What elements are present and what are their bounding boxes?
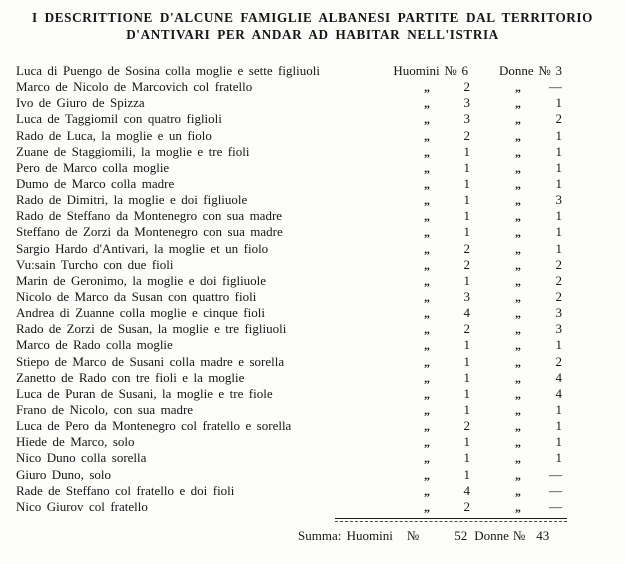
donne-cell	[472, 450, 564, 466]
ditto-mark: „	[515, 435, 521, 450]
ditto-mark: „	[515, 354, 521, 369]
family-description: Zanetto de Rado con tre fioli e la moglie	[16, 369, 245, 385]
huomini-value: 4	[463, 305, 470, 321]
huomini-cell	[386, 257, 472, 273]
ditto-mark: „	[515, 193, 521, 208]
family-description: Luca di Puengo de Sosina colla moglie e sette figliuoli	[16, 63, 320, 78]
donne-cell	[472, 111, 564, 127]
huomini-cell	[386, 499, 472, 515]
family-description: Rado de Zorzi de Susan, la moglie e tre figliuoli	[16, 321, 287, 337]
table-row	[0, 160, 625, 176]
numero-sign: №	[512, 527, 526, 543]
ditto-mark: „	[424, 112, 430, 127]
donne-cell	[472, 192, 564, 208]
ditto-mark: „	[515, 451, 521, 466]
table-row	[0, 241, 625, 257]
huomini-value: 1	[463, 208, 470, 224]
table-row	[0, 273, 625, 289]
ditto-mark: „	[424, 354, 430, 369]
ditto-mark: „	[515, 96, 521, 111]
donne-cell	[472, 95, 564, 111]
family-description: Rade de Steffano col fratello e doi fioli	[16, 482, 235, 498]
ditto-mark: „	[424, 386, 430, 401]
ditto-mark: „	[515, 128, 521, 143]
donne-cell	[472, 79, 564, 95]
table-row	[0, 192, 625, 208]
summary-label: Summa: Huomini	[298, 527, 393, 543]
donne-cell	[472, 321, 564, 337]
donne-value: 1	[555, 143, 562, 159]
table-row	[0, 434, 625, 450]
table-row	[0, 467, 625, 483]
table-row	[0, 128, 625, 144]
family-description: Hiede de Marco, solo	[16, 434, 135, 450]
donne-value: 3	[555, 321, 562, 337]
ditto-mark: „	[515, 112, 521, 127]
donne-cell	[472, 128, 564, 144]
family-description: Andrea di Zuanne colla moglie e cinque fioli	[16, 305, 265, 321]
ditto-mark: „	[424, 160, 430, 175]
donne-cell	[472, 241, 564, 257]
donne-cell	[472, 402, 564, 418]
donne-value: —	[549, 498, 562, 514]
table-row	[0, 386, 625, 402]
ditto-mark: „	[515, 80, 521, 95]
family-description: Rado de Dimitri, la moglie e doi figliuole	[16, 192, 248, 208]
table-row	[0, 354, 625, 370]
table-row	[0, 224, 625, 240]
ditto-mark: „	[424, 322, 430, 337]
ditto-mark: „	[515, 419, 521, 434]
ditto-mark: „	[515, 467, 521, 482]
ditto-mark: „	[424, 128, 430, 143]
donne-cell	[472, 144, 564, 160]
huomini-cell	[386, 128, 472, 144]
huomini-value: 2	[463, 418, 470, 434]
donne-cell	[472, 305, 564, 321]
donne-value: 1	[555, 337, 562, 353]
table-row	[0, 257, 625, 273]
donne-value: 1	[555, 401, 562, 417]
family-description: Marco de Nicolo de Marcovich col fratello	[16, 79, 253, 95]
donne-value: 1	[555, 208, 562, 224]
donne-cell	[472, 337, 564, 353]
huomini-value: 1	[463, 401, 470, 417]
donne-cell	[472, 434, 564, 450]
donne-value: 1	[555, 418, 562, 434]
family-description: Marin de Geronimo, la moglie e doi figliuole	[16, 272, 267, 288]
ditto-mark: „	[424, 80, 430, 95]
family-description: Sargio Hardo d'Antivari, la moglie et un fiolo	[16, 240, 269, 256]
ditto-mark: „	[424, 306, 430, 321]
ditto-mark: „	[424, 193, 430, 208]
huomini-cell	[386, 386, 472, 402]
ditto-mark: „	[424, 402, 430, 417]
table-row	[0, 370, 625, 386]
huomini-value: 3	[463, 288, 470, 304]
huomini-value: 3	[463, 95, 470, 111]
donne-value: 3	[555, 305, 562, 321]
document-title	[0, 9, 625, 43]
ditto-mark: „	[515, 144, 521, 159]
table-row	[0, 63, 625, 79]
summary-rule	[335, 518, 567, 522]
numero-sign: №	[406, 527, 420, 543]
huomini-cell	[386, 354, 472, 370]
huomini-cell	[386, 467, 472, 483]
ditto-mark: „	[424, 419, 430, 434]
table-row	[0, 450, 625, 466]
donne-cell	[472, 224, 564, 240]
donne-value: 1	[555, 95, 562, 111]
ditto-mark: „	[515, 289, 521, 304]
donne-value: 1	[555, 159, 562, 175]
huomini-cell	[386, 450, 472, 466]
ditto-mark: „	[515, 209, 521, 224]
donne-cell	[472, 483, 564, 499]
ditto-mark: „	[515, 483, 521, 498]
huomini-cell	[386, 176, 472, 192]
ditto-mark: „	[424, 499, 430, 514]
family-description: Dumo de Marco colla madre	[16, 175, 175, 191]
family-description: Vu:sain Turcho con due fioli	[16, 256, 174, 272]
family-description: Giuro Duno, solo	[16, 466, 112, 482]
huomini-value: 2	[463, 79, 470, 95]
donne-cell	[472, 257, 564, 273]
donne-value: —	[549, 482, 562, 498]
huomini-cell	[386, 321, 472, 337]
ditto-mark: „	[424, 467, 430, 482]
family-description: Stiepo de Marco de Susani colla madre e sorella	[16, 353, 285, 369]
donne-cell	[472, 386, 564, 402]
huomini-cell	[386, 160, 472, 176]
huomini-value: 1	[463, 369, 470, 385]
family-description: Nicolo de Marco da Susan con quattro fioli	[16, 288, 257, 304]
donne-cell	[472, 418, 564, 434]
huomini-value: 1	[463, 385, 470, 401]
ditto-mark: „	[424, 338, 430, 353]
family-description: Luca de Pero da Montenegro col fratello e sorella	[16, 418, 292, 434]
family-description: Marco de Rado colla moglie	[16, 337, 173, 353]
huomini-value: 2	[463, 256, 470, 272]
donne-cell	[472, 208, 564, 224]
huomini-value: 3	[463, 111, 470, 127]
ditto-mark: „	[424, 370, 430, 385]
table-row	[0, 305, 625, 321]
huomini-value: 1	[463, 175, 470, 191]
huomini-cell	[386, 289, 472, 305]
family-description: Luca de Puran de Susani, la moglie e tre fiole	[16, 385, 273, 401]
donne-value: 3	[555, 192, 562, 208]
huomini-cell	[386, 273, 472, 289]
family-description: Nico Duno colla sorella	[16, 450, 147, 466]
ditto-mark: „	[424, 176, 430, 191]
donne-cell	[472, 467, 564, 483]
family-description: Nico Giurov col fratello	[16, 498, 148, 514]
family-description: Steffano de Zorzi da Montenegro con sua madre	[16, 224, 283, 240]
ditto-mark: „	[515, 386, 521, 401]
summary-donne-total: 43	[536, 527, 550, 543]
ditto-mark: „	[515, 241, 521, 256]
donne-value: 2	[555, 353, 562, 369]
ditto-mark: „	[515, 273, 521, 288]
table-row	[0, 176, 625, 192]
donne-value: —	[549, 466, 562, 482]
ditto-mark: „	[424, 289, 430, 304]
huomini-value: 2	[463, 127, 470, 143]
donne-cell	[472, 370, 564, 386]
ditto-mark: „	[424, 144, 430, 159]
table-row	[0, 111, 625, 127]
title-line-2: D'ANTIVARI PER ANDAR AD HABITAR NELL'ISTRIA	[126, 27, 499, 42]
huomini-value: 2	[463, 240, 470, 256]
huomini-cell	[386, 370, 472, 386]
donne-value: 2	[555, 288, 562, 304]
huomini-value: 4	[463, 482, 470, 498]
huomini-cell	[386, 241, 472, 257]
summary-donne-label: Donne	[474, 527, 509, 543]
family-description: Pero de Marco colla moglie	[16, 159, 170, 175]
donne-value: 2	[555, 272, 562, 288]
donne-cell	[472, 176, 564, 192]
ditto-mark: „	[424, 483, 430, 498]
huomini-value: 1	[463, 192, 470, 208]
huomini-value: 1	[463, 466, 470, 482]
huomini-cell	[386, 337, 472, 353]
huomini-cell	[386, 434, 472, 450]
ditto-mark: „	[424, 273, 430, 288]
donne-cell	[472, 160, 564, 176]
ditto-mark: „	[515, 306, 521, 321]
huomini-cell	[386, 305, 472, 321]
huomini-cell	[386, 208, 472, 224]
huomini-cell	[386, 418, 472, 434]
table-row	[0, 79, 625, 95]
ditto-mark: „	[515, 370, 521, 385]
donne-value: 1	[555, 175, 562, 191]
huomini-value: 2	[463, 321, 470, 337]
table-row	[0, 95, 625, 111]
huomini-value: 2	[463, 498, 470, 514]
donne-value: 1	[555, 240, 562, 256]
family-description: Luca de Taggiomil con quatro figlioli	[16, 111, 222, 127]
huomini-value: 1	[463, 353, 470, 369]
donne-value: 2	[555, 256, 562, 272]
ditto-mark: „	[424, 435, 430, 450]
ditto-mark: „	[515, 225, 521, 240]
family-description: Frano de Nicolo, con sua madre	[16, 401, 194, 417]
ditto-mark: „	[424, 225, 430, 240]
ditto-mark: „	[515, 402, 521, 417]
table-row	[0, 208, 625, 224]
huomini-cell	[386, 192, 472, 208]
family-description: Zuane de Staggiomili, la moglie e tre fioli	[16, 143, 250, 159]
ditto-mark: „	[424, 96, 430, 111]
ditto-mark: „	[515, 160, 521, 175]
huomini-cell	[386, 224, 472, 240]
family-description: Rado de Luca, la moglie e un fiolo	[16, 127, 212, 143]
summary-row	[298, 528, 625, 544]
family-description: Rado de Steffano da Montenegro con sua madre	[16, 208, 283, 224]
donne-cell	[472, 273, 564, 289]
huomini-cell: Huomini № 6	[393, 63, 468, 78]
ditto-mark: „	[515, 338, 521, 353]
huomini-value: 1	[463, 337, 470, 353]
huomini-value: 1	[463, 143, 470, 159]
table-row	[0, 289, 625, 305]
huomini-cell	[386, 111, 472, 127]
donne-value: 1	[555, 224, 562, 240]
ditto-mark: „	[515, 322, 521, 337]
huomini-value: 1	[463, 272, 470, 288]
ditto-mark: „	[515, 176, 521, 191]
ditto-mark: „	[515, 257, 521, 272]
table-row	[0, 418, 625, 434]
huomini-cell	[386, 79, 472, 95]
ditto-mark: „	[424, 451, 430, 466]
ditto-mark: „	[424, 241, 430, 256]
donne-value: 1	[555, 450, 562, 466]
donne-value: 1	[555, 434, 562, 450]
huomini-cell	[386, 144, 472, 160]
donne-value: 1	[555, 127, 562, 143]
huomini-cell	[386, 402, 472, 418]
ditto-mark: „	[515, 499, 521, 514]
donne-value: 4	[555, 385, 562, 401]
table-row	[0, 499, 625, 515]
family-description: Ivo de Giuro de Spizza	[16, 95, 145, 111]
ditto-mark: „	[424, 209, 430, 224]
donne-value: 4	[555, 369, 562, 385]
donne-cell	[472, 354, 564, 370]
huomini-value: 1	[463, 224, 470, 240]
huomini-cell	[386, 95, 472, 111]
table-row	[0, 321, 625, 337]
donne-cell: Donne № 3	[498, 63, 562, 78]
huomini-cell	[386, 483, 472, 499]
table-row	[0, 483, 625, 499]
table-row	[0, 144, 625, 160]
table-row	[0, 402, 625, 418]
table-row	[0, 337, 625, 353]
huomini-value: 1	[463, 450, 470, 466]
donne-cell	[472, 289, 564, 305]
donne-value: 2	[555, 111, 562, 127]
huomini-value: 1	[463, 434, 470, 450]
huomini-value: 1	[463, 159, 470, 175]
families-table	[0, 63, 625, 515]
summary-huomini-total: 52	[454, 527, 468, 543]
donne-value: —	[549, 79, 562, 95]
ditto-mark: „	[424, 257, 430, 272]
donne-cell	[472, 499, 564, 515]
title-line-1: I DESCRITTIONE D'ALCUNE FAMIGLIE ALBANESI PARTITE DAL TERRITORIO	[31, 10, 594, 25]
